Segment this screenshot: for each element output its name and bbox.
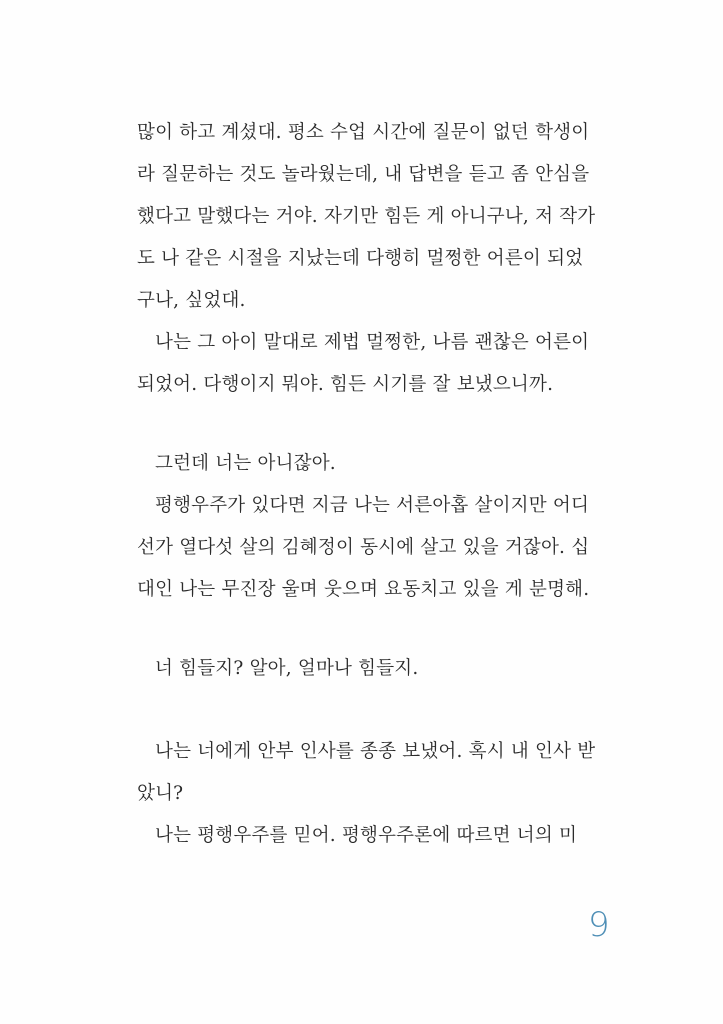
text-line-11: 대인 나는 무진장 울며 웃으며 요동치고 있을 게 분명해. <box>137 579 590 600</box>
text-line-9: 평행우주가 있다면 지금 나는 서른아홉 살이지만 어디 <box>155 495 590 516</box>
text-line-10: 선가 열다섯 살의 김혜정이 동시에 살고 있을 거잖아. 십 <box>137 537 590 558</box>
text-line-12: 너 힘들지? 알아, 얼마나 힘들지. <box>155 658 419 679</box>
text-line-5: 구나, 싶었대. <box>137 290 246 311</box>
text-line-15: 나는 평행우주를 믿어. 평행우주론에 따르면 너의 미 <box>155 825 578 846</box>
text-line-2: 라 질문하는 것도 놀라웠는데, 내 답변을 듣고 좀 안심을 <box>137 164 590 185</box>
text-line-6: 나는 그 아이 말대로 제법 멀쩡한, 나름 괜찮은 어른이 <box>155 332 590 353</box>
text-line-8: 그런데 너는 아니잖아. <box>155 453 336 474</box>
text-line-14: 았니? <box>137 783 184 804</box>
text-line-1: 많이 하고 계셨대. 평소 수업 시간에 질문이 없던 학생이 <box>137 122 590 143</box>
text-line-4: 도 나 같은 시절을 지났는데 다행히 멀쩡한 어른이 되었 <box>137 248 584 269</box>
text-line-13: 나는 너에게 안부 인사를 종종 보냈어. 혹시 내 인사 받 <box>155 741 596 762</box>
text-line-3: 했다고 말했다는 거야. 자기만 힘든 게 아니구나, 저 작가 <box>137 206 596 227</box>
text-line-7: 되었어. 다행이지 뭐야. 힘든 시기를 잘 보냈으니까. <box>137 374 554 395</box>
page-number: 9 <box>588 905 610 945</box>
